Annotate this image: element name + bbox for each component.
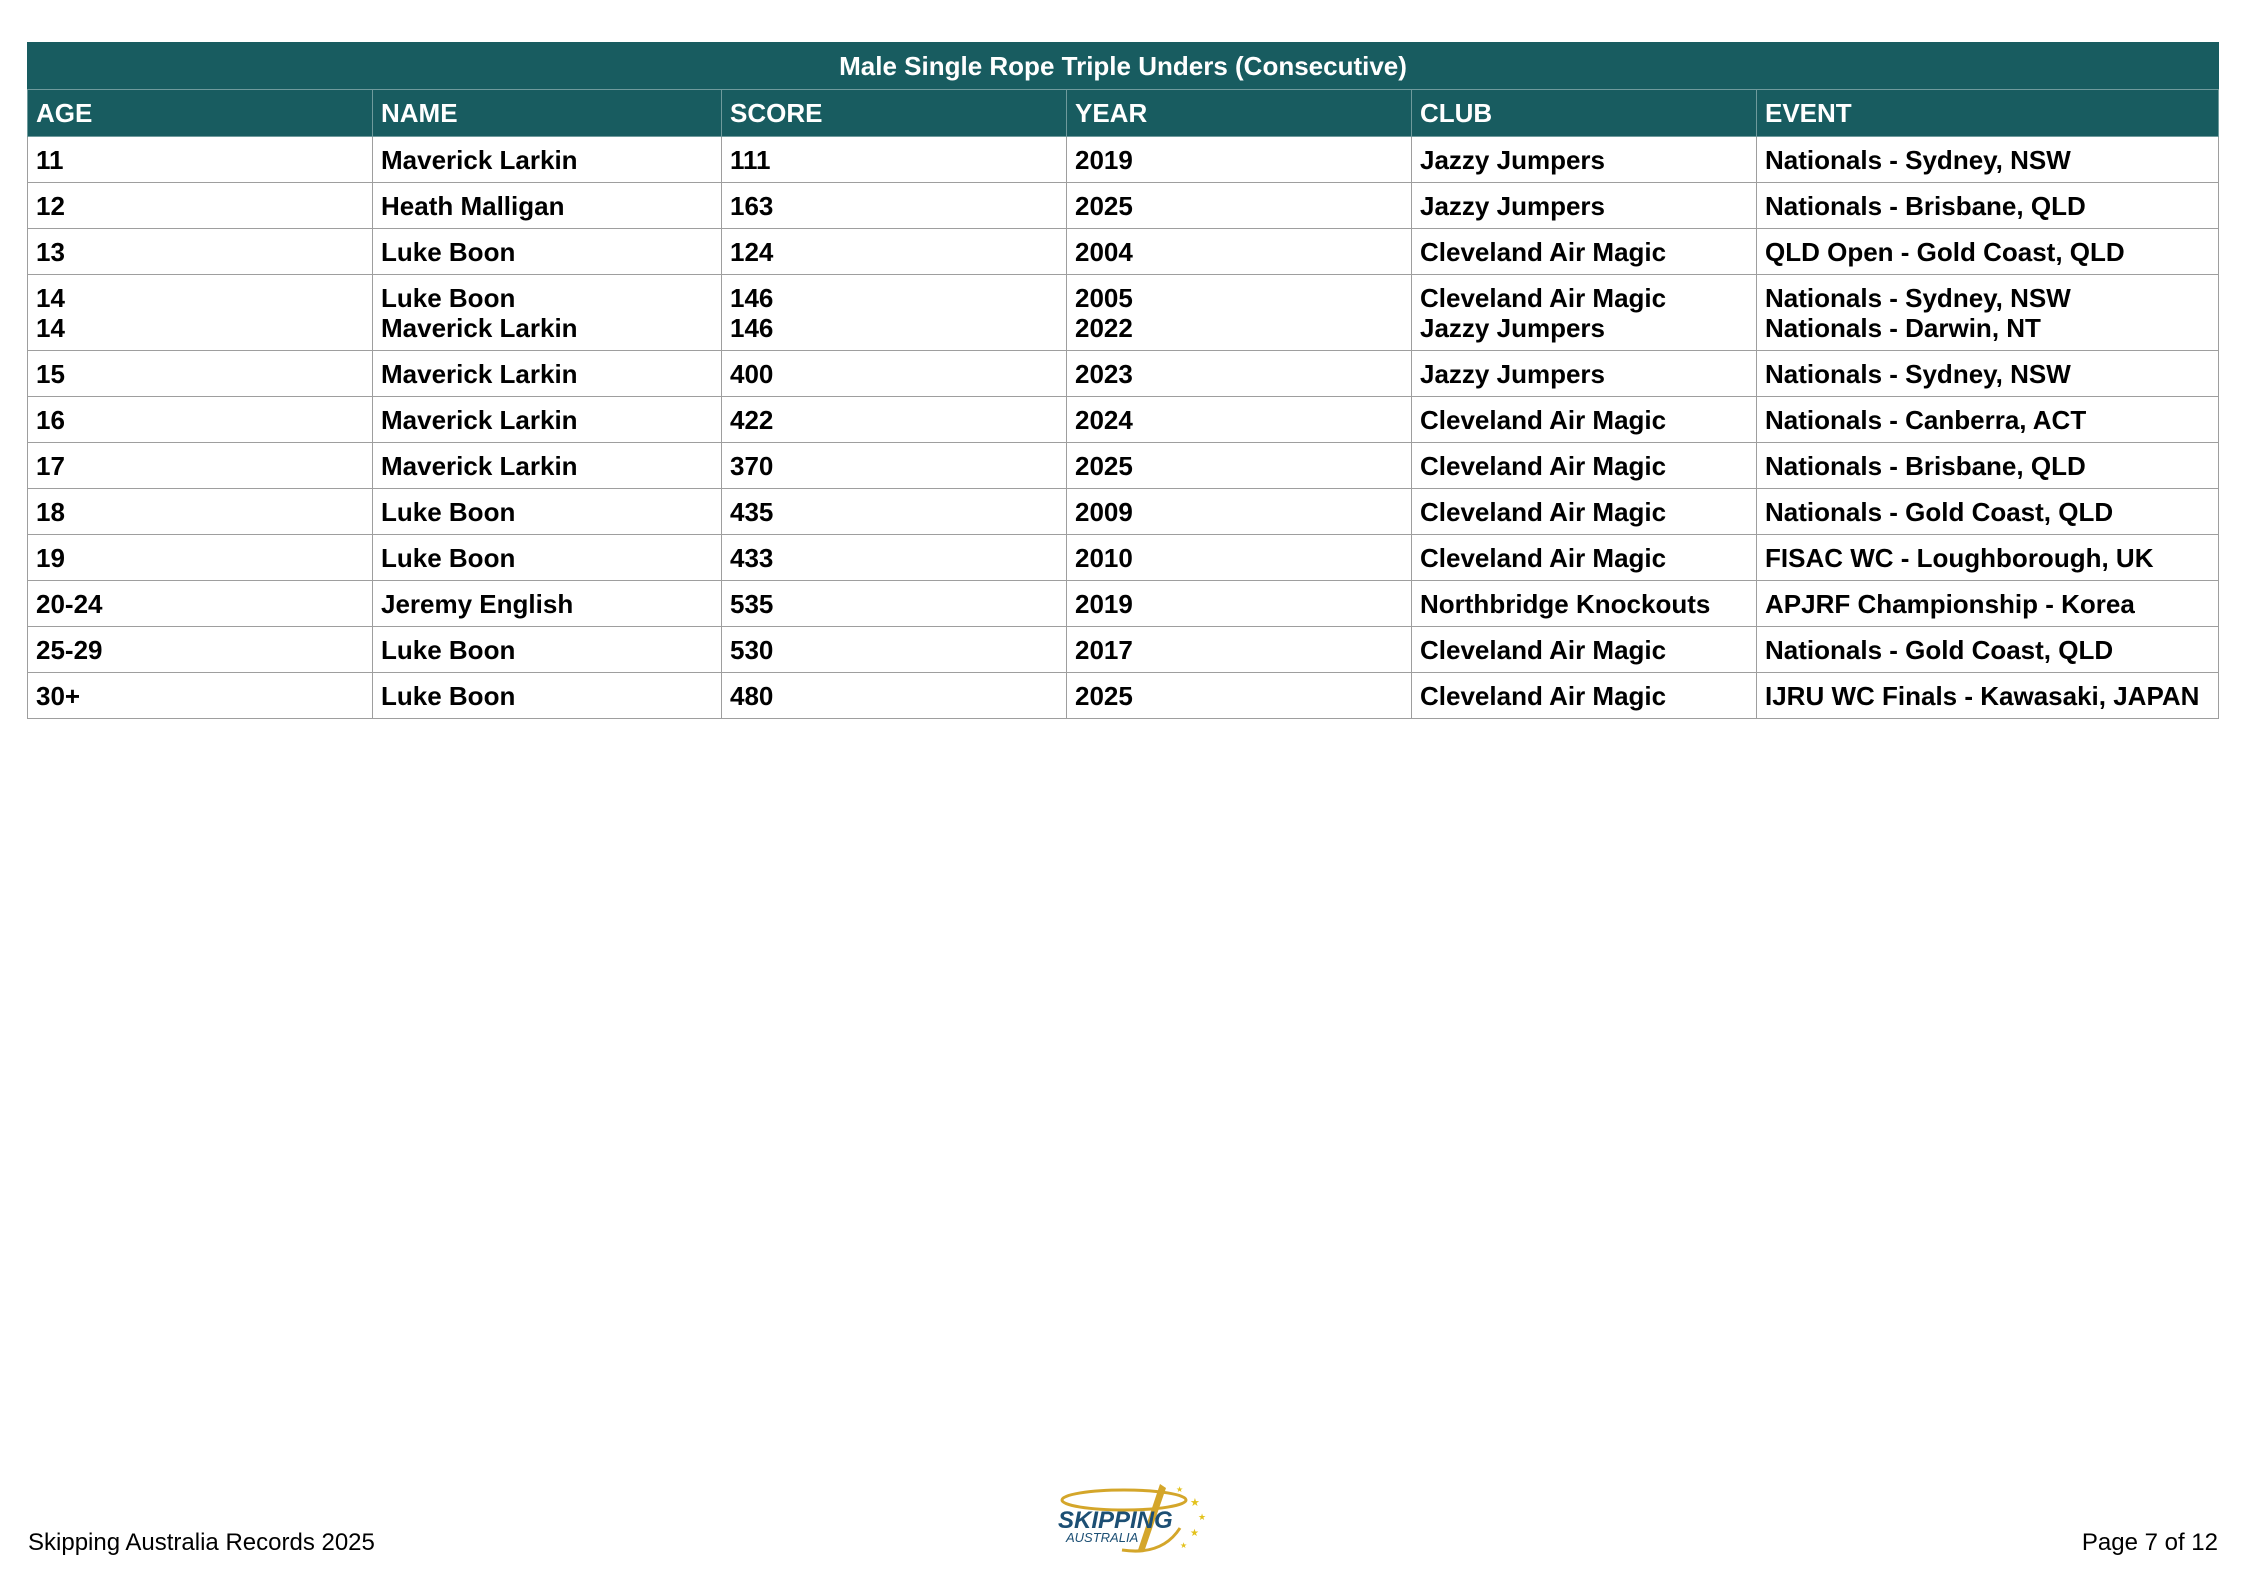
table-title-row [28, 43, 2219, 90]
cell-club [1412, 489, 1757, 535]
cell-score-text: 400 [730, 358, 774, 389]
column-header-club: CLUB [1412, 90, 1757, 137]
cell-event-text: Nationals - Sydney, NSW [1765, 144, 2071, 175]
cell-age [28, 489, 373, 535]
cell-score-text: 111 [730, 144, 771, 175]
cell-event-text: Nationals - Sydney, NSW [1765, 282, 2071, 313]
logo-star-icon: ★ [1180, 1541, 1188, 1550]
cell-event [1757, 183, 2219, 229]
cell-club [1412, 581, 1757, 627]
cell-event [1757, 275, 2219, 351]
cell-year [1067, 627, 1412, 673]
cell-score [722, 275, 1067, 351]
table-row [28, 443, 2219, 489]
cell-club [1412, 443, 1757, 489]
cell-name [373, 275, 722, 351]
cell-age [28, 443, 373, 489]
cell-age [28, 673, 373, 719]
cell-name [373, 183, 722, 229]
cell-name-text: Maverick Larkin [381, 358, 578, 389]
cell-event-text: Nationals - Darwin, NT [1765, 312, 2041, 343]
cell-club [1412, 535, 1757, 581]
cell-year-text: 2023 [1075, 358, 1133, 389]
cell-score [722, 627, 1067, 673]
cell-year-text: 2022 [1075, 312, 1133, 343]
cell-name-text: Luke Boon [381, 680, 516, 711]
cell-event [1757, 673, 2219, 719]
cell-name-text: Heath Malligan [381, 190, 565, 221]
cell-score [722, 137, 1067, 183]
cell-score-text: 433 [730, 542, 774, 573]
cell-name [373, 443, 722, 489]
logo-star-icon: ★ [1198, 1512, 1207, 1522]
cell-club-text: Cleveland Air Magic [1420, 404, 1667, 435]
cell-event-text: Nationals - Brisbane, QLD [1765, 190, 2086, 221]
cell-year [1067, 183, 1412, 229]
table-row [28, 275, 2219, 351]
cell-event-text: FISAC WC - Loughborough, UK [1765, 542, 2154, 573]
cell-age-text: 15 [36, 358, 65, 389]
cell-score [722, 397, 1067, 443]
table-body [28, 137, 2219, 719]
cell-club-text: Jazzy Jumpers [1420, 190, 1605, 221]
cell-event-text: APJRF Championship - Korea [1765, 588, 2135, 619]
cell-name [373, 535, 722, 581]
column-header-event: EVENT [1757, 90, 2219, 137]
cell-age [28, 183, 373, 229]
cell-club [1412, 229, 1757, 275]
cell-score [722, 581, 1067, 627]
cell-event [1757, 535, 2219, 581]
table-row [28, 183, 2219, 229]
records-table [27, 42, 2219, 719]
cell-year-text: 2005 [1075, 282, 1133, 313]
cell-age-text: 17 [36, 450, 65, 481]
cell-year [1067, 535, 1412, 581]
cell-event [1757, 397, 2219, 443]
column-header-row [28, 90, 2219, 137]
cell-event-text: Nationals - Gold Coast, QLD [1765, 634, 2114, 665]
cell-name [373, 673, 722, 719]
cell-age-text: 19 [36, 542, 65, 573]
cell-score [722, 229, 1067, 275]
column-header-year: YEAR [1067, 90, 1412, 137]
cell-year [1067, 673, 1412, 719]
logo-star-icon: ★ [1176, 1485, 1184, 1494]
logo-star-icon: ★ [1190, 1497, 1200, 1509]
cell-year [1067, 351, 1412, 397]
page-number: Page 7 of 12 [2081, 1529, 2218, 1556]
cell-name [373, 397, 722, 443]
cell-name-text: Maverick Larkin [381, 312, 578, 343]
cell-year-text: 2024 [1075, 404, 1133, 435]
cell-club [1412, 275, 1757, 351]
cell-year-text: 2009 [1075, 496, 1133, 527]
skipping-australia-logo [1052, 1478, 1208, 1558]
cell-age [28, 581, 373, 627]
cell-name [373, 627, 722, 673]
cell-age [28, 275, 373, 351]
column-header-age: AGE [28, 90, 373, 137]
cell-club-text: Cleveland Air Magic [1420, 450, 1667, 481]
cell-club [1412, 627, 1757, 673]
cell-club [1412, 183, 1757, 229]
table-row [28, 581, 2219, 627]
cell-score-text: 435 [730, 496, 774, 527]
cell-event-text: Nationals - Canberra, ACT [1765, 404, 2087, 435]
cell-age-text: 14 [36, 312, 65, 343]
cell-age [28, 397, 373, 443]
cell-event [1757, 443, 2219, 489]
table-row [28, 397, 2219, 443]
cell-year-text: 2019 [1075, 588, 1133, 619]
cell-score [722, 673, 1067, 719]
cell-event-text: Nationals - Brisbane, QLD [1765, 450, 2086, 481]
cell-age [28, 351, 373, 397]
cell-age-text: 11 [36, 144, 64, 175]
cell-year-text: 2019 [1075, 144, 1133, 175]
cell-age-text: 14 [36, 282, 65, 313]
cell-name [373, 229, 722, 275]
cell-name [373, 581, 722, 627]
logo-subtitle: AUSTRALIA [1066, 1530, 1139, 1545]
cell-year [1067, 137, 1412, 183]
cell-score [722, 443, 1067, 489]
cell-score-text: 530 [730, 634, 774, 665]
cell-name-text: Maverick Larkin [381, 450, 578, 481]
cell-year-text: 2025 [1075, 450, 1133, 481]
cell-age [28, 137, 373, 183]
cell-score-text: 146 [730, 282, 774, 313]
cell-age [28, 535, 373, 581]
cell-event [1757, 137, 2219, 183]
cell-score-text: 422 [730, 404, 774, 435]
cell-club-text: Jazzy Jumpers [1420, 312, 1605, 343]
cell-club-text: Jazzy Jumpers [1420, 144, 1605, 175]
cell-club [1412, 137, 1757, 183]
cell-club [1412, 397, 1757, 443]
cell-club-text: Cleveland Air Magic [1420, 542, 1667, 573]
column-header-score: SCORE [722, 90, 1067, 137]
footer-document-title: Skipping Australia Records 2025 [28, 1529, 375, 1556]
cell-year-text: 2017 [1075, 634, 1133, 665]
cell-name-text: Maverick Larkin [381, 144, 578, 175]
cell-score-text: 370 [730, 450, 774, 481]
cell-name-text: Luke Boon [381, 542, 516, 573]
cell-age-text: 13 [36, 236, 65, 267]
cell-name-text: Luke Boon [381, 236, 516, 267]
cell-event-text: Nationals - Gold Coast, QLD [1765, 496, 2114, 527]
cell-year [1067, 443, 1412, 489]
cell-score-text: 124 [730, 236, 774, 267]
cell-name-text: Luke Boon [381, 496, 516, 527]
table-row [28, 229, 2219, 275]
cell-age-text: 18 [36, 496, 65, 527]
cell-age-text: 20-24 [36, 588, 103, 619]
cell-name [373, 351, 722, 397]
cell-name-text: Luke Boon [381, 634, 516, 665]
table-row [28, 535, 2219, 581]
cell-score-text: 535 [730, 588, 774, 619]
cell-year-text: 2004 [1075, 236, 1133, 267]
cell-age-text: 16 [36, 404, 65, 435]
cell-event [1757, 581, 2219, 627]
table-row [28, 489, 2219, 535]
cell-year-text: 2010 [1075, 542, 1133, 573]
table-title: Male Single Rope Triple Unders (Consecutive) [28, 43, 2219, 90]
cell-club-text: Northbridge Knockouts [1420, 588, 1711, 619]
cell-score [722, 351, 1067, 397]
cell-club-text: Cleveland Air Magic [1420, 634, 1667, 665]
cell-club-text: Jazzy Jumpers [1420, 358, 1605, 389]
cell-name-text: Jeremy English [381, 588, 574, 619]
cell-score-text: 146 [730, 312, 774, 343]
cell-event-text: QLD Open - Gold Coast, QLD [1765, 236, 2125, 267]
cell-club-text: Cleveland Air Magic [1420, 680, 1667, 711]
table-row [28, 351, 2219, 397]
cell-club-text: Cleveland Air Magic [1420, 236, 1667, 267]
column-header-name: NAME [373, 90, 722, 137]
cell-club-text: Cleveland Air Magic [1420, 496, 1667, 527]
cell-event [1757, 489, 2219, 535]
cell-year-text: 2025 [1075, 680, 1133, 711]
cell-score [722, 489, 1067, 535]
table-row [28, 137, 2219, 183]
cell-score [722, 535, 1067, 581]
cell-age [28, 627, 373, 673]
cell-name-text: Maverick Larkin [381, 404, 578, 435]
cell-event [1757, 627, 2219, 673]
cell-club [1412, 673, 1757, 719]
table-row [28, 673, 2219, 719]
cell-score [722, 183, 1067, 229]
cell-name [373, 137, 722, 183]
cell-year [1067, 581, 1412, 627]
cell-score-text: 480 [730, 680, 774, 711]
logo-star-icon: ★ [1190, 1528, 1199, 1539]
cell-name-text: Luke Boon [381, 282, 516, 313]
cell-event-text: Nationals - Sydney, NSW [1765, 358, 2071, 389]
logo-wordmark: SKIPPING [1058, 1507, 1173, 1534]
cell-age-text: 25-29 [36, 634, 103, 665]
cell-year [1067, 275, 1412, 351]
cell-year-text: 2025 [1075, 190, 1133, 221]
cell-event-text: IJRU WC Finals - Kawasaki, JAPAN [1765, 680, 2200, 711]
cell-event [1757, 351, 2219, 397]
table-row [28, 627, 2219, 673]
cell-event [1757, 229, 2219, 275]
cell-age [28, 229, 373, 275]
cell-score-text: 163 [730, 190, 774, 221]
cell-year [1067, 229, 1412, 275]
cell-name [373, 489, 722, 535]
cell-age-text: 30+ [36, 680, 81, 711]
cell-year [1067, 489, 1412, 535]
cell-club [1412, 351, 1757, 397]
cell-age-text: 12 [36, 190, 65, 221]
cell-year [1067, 397, 1412, 443]
cell-club-text: Cleveland Air Magic [1420, 282, 1667, 313]
